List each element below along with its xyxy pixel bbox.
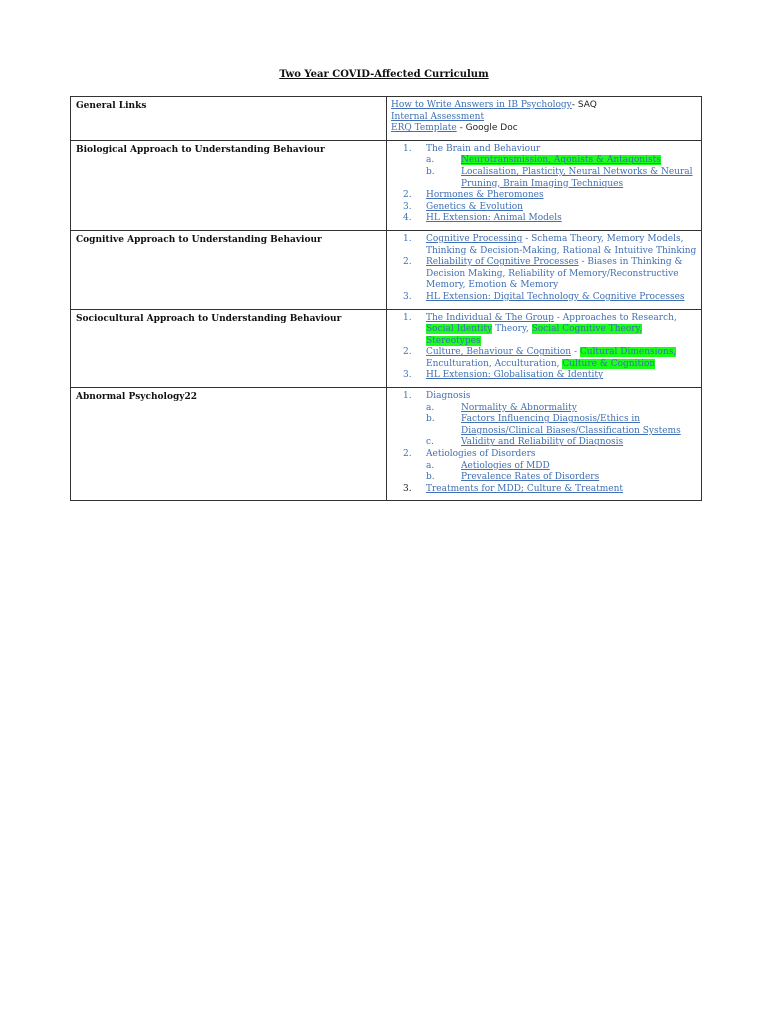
topic-list xyxy=(391,144,697,225)
prevalence-rates-link[interactable]: Prevalence Rates of Disorders xyxy=(461,472,600,483)
list-item xyxy=(426,167,697,190)
internal-assessment-link[interactable]: Internal Assessment xyxy=(391,111,485,122)
list-item xyxy=(391,213,697,225)
list-number: 2. xyxy=(403,449,412,460)
list-number: 1. xyxy=(403,233,412,244)
list-item xyxy=(391,292,697,304)
reliability-cognitive-link[interactable]: Reliability of Cognitive Processes xyxy=(426,257,579,268)
row-label: Sociocultural Approach to Understanding Behaviour xyxy=(71,309,387,388)
list-item xyxy=(426,155,697,167)
list-number: 4. xyxy=(403,213,412,224)
ib-psych-answers-link[interactable]: How to Write Answers in IB Psychology xyxy=(391,100,572,110)
list-item xyxy=(391,257,697,292)
topic-description: - Schema Theory, Memory Models, Thinking & Decision-Making, Rational & Intuitive Thinking xyxy=(426,233,697,256)
treatments-mdd-link[interactable]: Treatments for MDD; Culture & Treatment xyxy=(426,483,624,494)
topic-text: Diagnosis xyxy=(426,391,471,402)
row-label: Cognitive Approach to Understanding Behaviour xyxy=(71,230,387,309)
list-item xyxy=(391,202,697,214)
topic-description: Theory, xyxy=(492,324,532,335)
topic-description: - xyxy=(571,347,580,358)
row-label: Biological Approach to Understanding Behaviour xyxy=(71,140,387,230)
sociocultural-topics-cell xyxy=(387,309,702,388)
list-item xyxy=(391,370,697,382)
hormones-link[interactable]: Hormones & Pheromones xyxy=(426,190,544,201)
list-item xyxy=(426,461,697,473)
row-label: Abnormal Psychology22 xyxy=(71,388,387,501)
subtopic-list xyxy=(426,155,697,190)
table-row-sociocultural xyxy=(71,309,702,388)
topic-list xyxy=(391,391,697,495)
list-number: 2. xyxy=(403,190,412,201)
list-number: 1. xyxy=(403,312,412,323)
list-item xyxy=(391,313,697,348)
topic-list xyxy=(391,313,697,383)
cognitive-topics-cell xyxy=(387,230,702,309)
list-letter: b. xyxy=(426,166,435,177)
list-item xyxy=(426,414,697,437)
highlighted-topic: Social Identity xyxy=(426,324,493,335)
animal-models-link[interactable]: HL Extension: Animal Models xyxy=(426,213,562,224)
document-title: Two Year COVID-Affected Curriculum xyxy=(279,69,489,80)
list-letter: b. xyxy=(426,414,435,425)
list-number: 3. xyxy=(403,483,412,494)
list-letter: b. xyxy=(426,472,435,483)
list-item xyxy=(391,347,697,370)
curriculum-table xyxy=(70,96,702,501)
list-letter: a. xyxy=(426,155,435,166)
list-letter: c. xyxy=(426,437,434,448)
list-number: 2. xyxy=(403,347,412,358)
list-letter: a. xyxy=(426,460,435,471)
list-item xyxy=(391,391,697,449)
list-item xyxy=(426,437,697,449)
list-item xyxy=(426,472,697,484)
list-letter: a. xyxy=(426,402,435,413)
list-item xyxy=(391,484,697,496)
table-row-general-links xyxy=(71,97,702,141)
row-label: General Links xyxy=(71,97,387,141)
normality-link[interactable]: Normality & Abnormality xyxy=(461,402,577,413)
general-links-cell xyxy=(387,97,702,141)
subtopic-list xyxy=(426,461,697,484)
table-row-biological xyxy=(71,140,702,230)
topic-text: Aetiologies of Disorders xyxy=(426,449,536,460)
list-number: 3. xyxy=(403,201,412,212)
aetiologies-mdd-link[interactable]: Aetiologies of MDD xyxy=(461,460,550,471)
list-item xyxy=(391,190,697,202)
topic-description: Enculturation, Acculturation, xyxy=(426,358,563,369)
digital-technology-link[interactable]: HL Extension: Digital Technology & Cognitive Processes xyxy=(426,291,685,302)
biological-topics-cell xyxy=(387,140,702,230)
list-item xyxy=(426,403,697,415)
topic-list xyxy=(391,234,697,304)
localisation-link[interactable]: Localisation, Plasticity, Neural Networks & Neural Pruning, Brain Imaging Techniques xyxy=(461,166,693,189)
highlighted-topic: Culture & Cognition xyxy=(562,358,656,369)
subtopic-list xyxy=(426,403,697,449)
list-number: 3. xyxy=(403,370,412,381)
table-row-cognitive xyxy=(71,230,702,309)
globalisation-link[interactable]: HL Extension: Globalisation & Identity xyxy=(426,370,604,381)
highlighted-topic: Social Cognitive Theory, Stereotypes xyxy=(426,324,643,346)
cognitive-processing-link[interactable]: Cognitive Processing xyxy=(426,233,523,244)
list-item xyxy=(391,234,697,257)
list-number: 1. xyxy=(403,143,412,154)
erq-template-link[interactable]: ERQ Template xyxy=(391,123,457,134)
topic-text: The Brain and Behaviour xyxy=(426,143,541,154)
link-suffix: - SAQ xyxy=(571,100,597,110)
list-number: 3. xyxy=(403,291,412,302)
highlighted-topic: Cultural Dimensions, xyxy=(579,347,677,358)
individual-group-link[interactable]: The Individual & The Group xyxy=(426,312,554,323)
genetics-link[interactable]: Genetics & Evolution xyxy=(426,201,523,212)
validity-reliability-link[interactable]: Validity and Reliability of Diagnosis xyxy=(461,437,624,448)
factors-diagnosis-link[interactable]: Factors Influencing Diagnosis/Ethics in Diagnosis/Clinical Biases/Classification Systems xyxy=(461,414,681,436)
culture-behaviour-link[interactable]: Culture, Behaviour & Cognition xyxy=(426,347,572,358)
abnormal-topics-cell xyxy=(387,388,702,501)
list-number: 2. xyxy=(403,257,412,268)
table-row-abnormal xyxy=(71,388,702,501)
list-item xyxy=(391,144,697,190)
topic-description: - Biases in Thinking & Decision Making, Reliability of Memory/Reconstructive Memory, Emotion & Memory xyxy=(426,257,683,291)
list-number: 1. xyxy=(403,391,412,402)
topic-description: - Approaches to Research, xyxy=(553,312,677,323)
list-item xyxy=(391,449,697,484)
link-suffix: - Google Doc xyxy=(456,123,518,134)
neurotransmission-link[interactable]: Neurotransmission, Agonists & Antagonists xyxy=(461,155,661,166)
